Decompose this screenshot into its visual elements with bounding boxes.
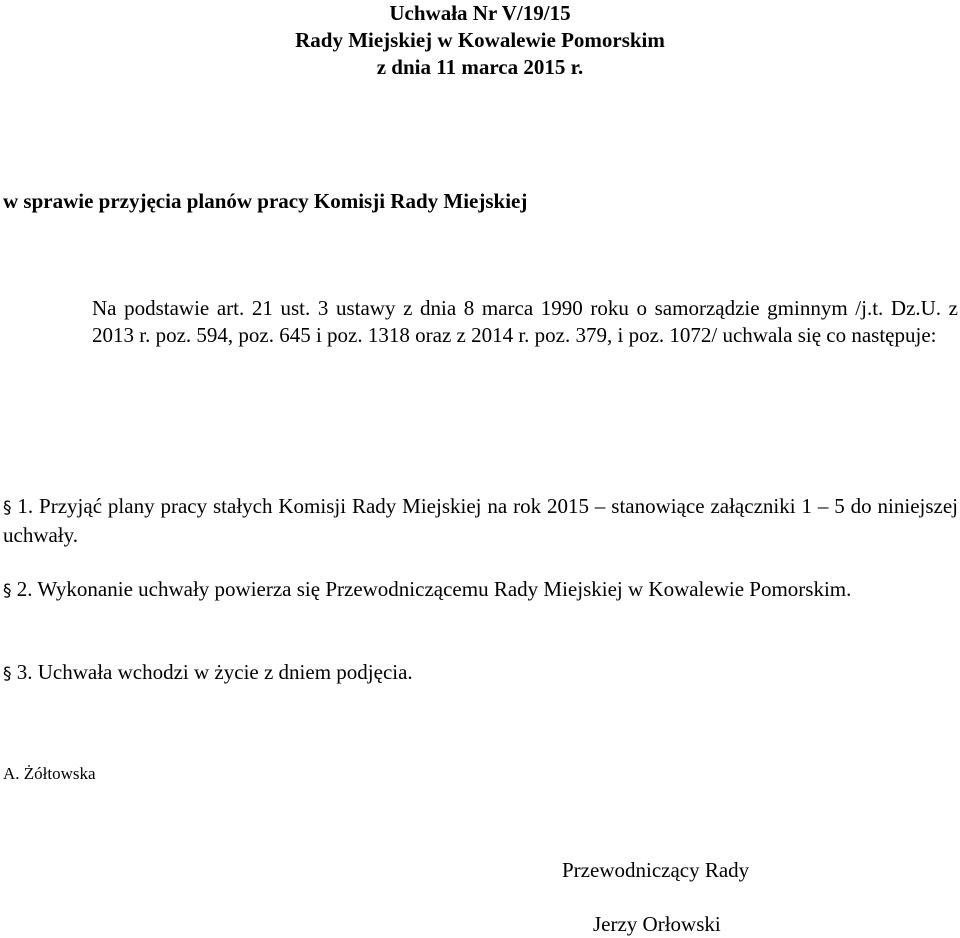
resolution-date: z dnia 11 marca 2015 r. bbox=[376, 55, 584, 79]
section-1 bbox=[3, 493, 958, 549]
resolution-subject: w sprawie przyjęcia planów pracy Komisji Rady Miejskiej bbox=[3, 189, 528, 213]
resolution-header bbox=[0, 0, 960, 81]
resolution-number: Uchwała Nr V/19/15 bbox=[389, 1, 571, 25]
section-1-text: 1. Przyjąć plany pracy stałych Komisji Rady Miejskiej na rok 2015 – stanowiące załączniki 1 – 5 do niniejszej uchwały. bbox=[3, 494, 959, 547]
legal-basis-text: Na podstawie art. 21 ust. 3 ustawy z dnia 8 marca 1990 roku o samorządzie gminnym /j.t. Dz.U. z 2013 r. poz. 594, poz. 645 i poz. 1318 oraz z 2014 r. poz. 379, i poz. 1072/ uchwala się co następuje: bbox=[92, 296, 958, 347]
council-name: Rady Miejskiej w Kowalewie Pomorskim bbox=[295, 28, 665, 52]
legal-basis-paragraph bbox=[3, 295, 958, 349]
section-3-text: 3. Uchwała wchodzi w życie z dniem podjęcia. bbox=[16, 660, 413, 684]
signer-initials: A. Żółtowska bbox=[3, 764, 96, 783]
paragraph-symbol: § bbox=[3, 581, 12, 601]
chairman-name: Jerzy Orłowski bbox=[593, 912, 721, 936]
section-2 bbox=[3, 576, 958, 605]
section-3 bbox=[3, 659, 958, 688]
paragraph-symbol: § bbox=[3, 498, 12, 518]
section-2-text: 2. Wykonanie uchwały powierza się Przewodniczącemu Rady Miejskiej w Kowalewie Pomorskim. bbox=[16, 577, 852, 601]
paragraph-symbol: § bbox=[3, 664, 12, 684]
chairman-title: Przewodniczący Rady bbox=[562, 858, 750, 882]
